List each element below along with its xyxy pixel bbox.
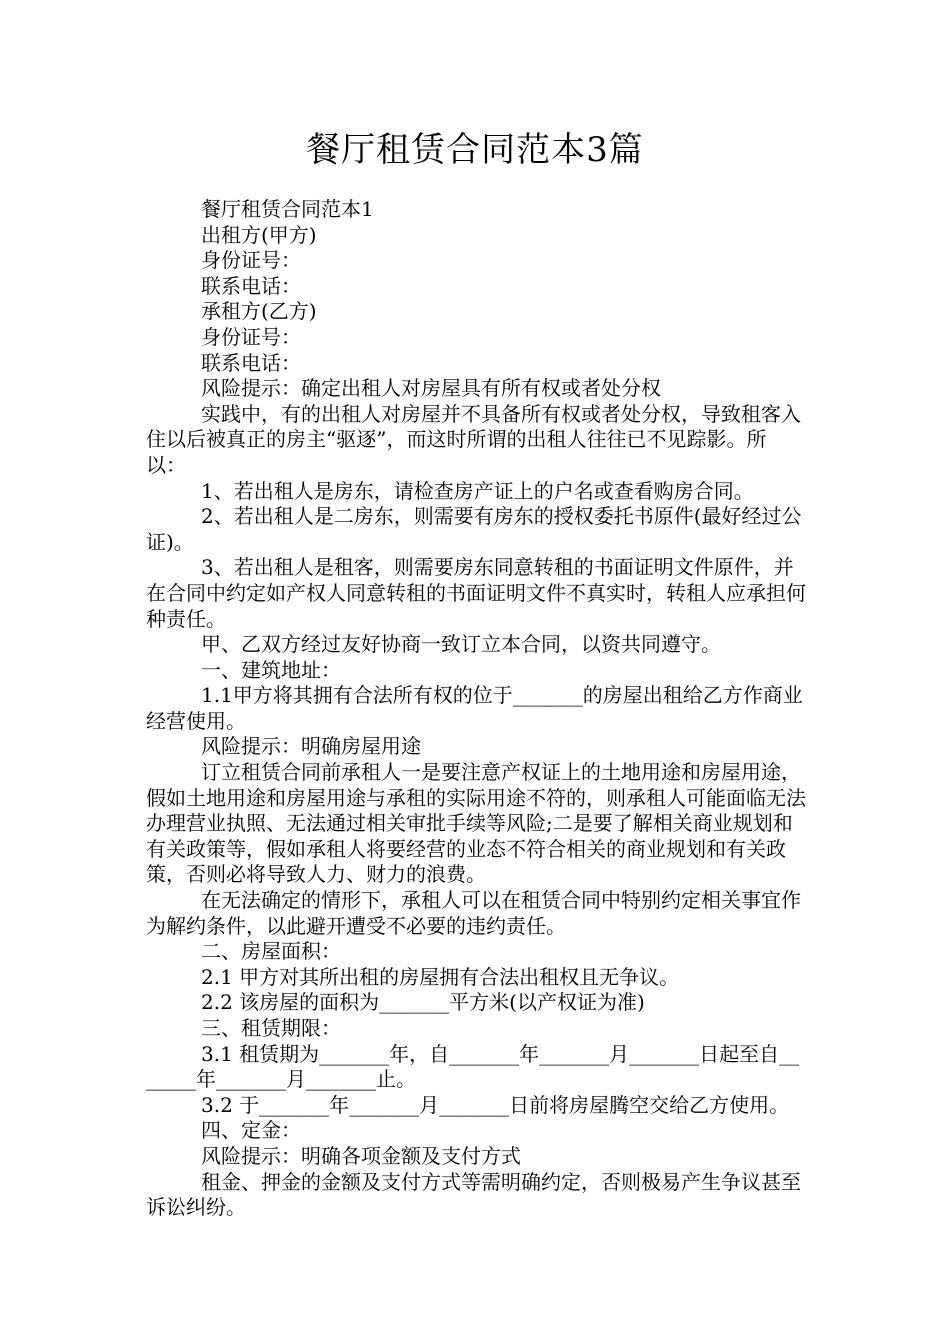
paragraph-lessor-id: 身份证号： bbox=[201, 248, 301, 273]
paragraph-risk-usage: 风险提示：明确房屋用途 bbox=[201, 734, 421, 759]
paragraph-clause-3-2: 3.2 于_______年_______月_______日前将房屋腾空交给乙方使用。 bbox=[201, 1092, 790, 1117]
paragraph-item-3: 3、若出租人是租客，则需要房东同意转租的书面证明文件原件，并在合同中约定如产权人同意转租的书面证明文件不真实时，转租人应承担何种责任。 bbox=[146, 555, 806, 631]
paragraph-clause-3-1: 3.1 租赁期为_______年，自_______年_______月_______日起至自_______年_______月_______止。 bbox=[146, 1041, 800, 1092]
paragraph-risk-payment: 风险提示：明确各项金额及支付方式 bbox=[201, 1143, 521, 1168]
paragraph-lessee: 承租方(乙方) bbox=[201, 299, 317, 324]
paragraph-risk-ownership: 风险提示：确定出租人对房屋具有所有权或者处分权 bbox=[201, 376, 661, 401]
page-title: 餐厅租赁合同范本3篇 bbox=[306, 130, 644, 170]
paragraph-item-1: 1、若出租人是房东，请检查房产证上的户名或查看购房合同。 bbox=[201, 478, 754, 503]
paragraph-agreement: 甲、乙双方经过友好协商一致订立本合同，以资共同遵守。 bbox=[201, 632, 721, 657]
paragraph-usage-detail: 订立租赁合同前承租人一是要注意产权证上的土地用途和房屋用途，假如土地用途和房屋用途与承租的实际用途不符的，则承租人可能面临无法办理营业执照、无法通过相关审批手续等风险;二是要了解相关商业规划和有关政策等，假如承租人将要经营的业态不符合相关的商业规划和有关政策，否则必将导致人力、财力的浪费。 bbox=[146, 760, 806, 887]
paragraph-clause-2-2: 2.2 该房屋的面积为_______平方米(以产权证为准) bbox=[201, 990, 645, 1015]
paragraph-lessee-phone: 联系电话： bbox=[201, 350, 301, 375]
paragraph-termination: 在无法确定的情形下，承租人可以在租赁合同中特别约定相关事宜作为解约条件，以此避开遭受不必要的违约责任。 bbox=[146, 888, 801, 938]
paragraph-subtitle: 餐厅租赁合同范本1 bbox=[201, 197, 374, 221]
paragraph-lessee-id: 身份证号： bbox=[201, 324, 301, 349]
paragraph-lessor: 出租方(甲方) bbox=[201, 222, 317, 247]
paragraph-lessor-phone: 联系电话： bbox=[201, 273, 301, 298]
paragraph-clause-1-1: 1.1甲方将其拥有合法所有权的位于_______的房屋出租给乙方作商业经营使用。 bbox=[146, 683, 803, 733]
section-heading-term: 三、租赁期限： bbox=[201, 1016, 341, 1040]
paragraph-practice: 实践中，有的出租人对房屋并不具备所有权或者处分权，导致租客入住以后被真正的房主“驱逐”，而这时所谓的出租人往往已不见踪影。所以： bbox=[146, 401, 801, 477]
paragraph-payment-detail: 租金、押金的金额及支付方式等需明确约定，否则极易产生争议甚至诉讼纠纷。 bbox=[146, 1169, 801, 1220]
paragraph-clause-2-1: 2.1 甲方对其所出租的房屋拥有合法出租权且无争议。 bbox=[201, 964, 680, 989]
section-heading-address: 一、建筑地址： bbox=[201, 657, 341, 682]
section-heading-deposit: 四、定金： bbox=[201, 1118, 301, 1143]
section-heading-area: 二、房屋面积： bbox=[201, 939, 341, 964]
document-body bbox=[146, 197, 806, 1221]
paragraph-item-2: 2、若出租人是二房东，则需要有房东的授权委托书原件(最好经过公证)。 bbox=[146, 504, 802, 554]
